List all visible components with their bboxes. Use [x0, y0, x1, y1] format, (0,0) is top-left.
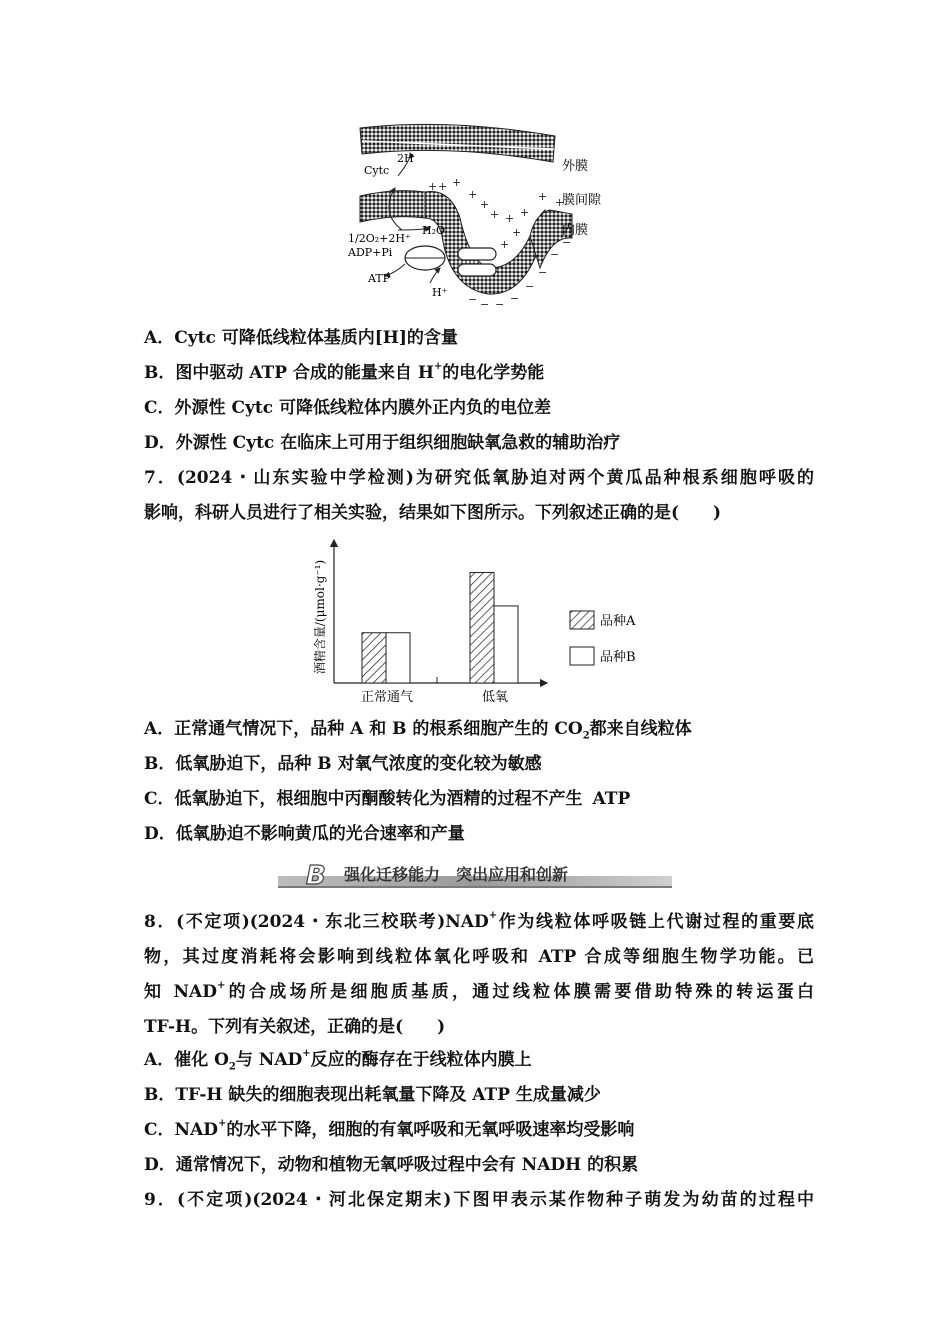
q7-option-c-text: C．低氧胁迫下，根细胞中丙酮酸转化为酒精的过程不产生 [144, 789, 583, 809]
q6-option-b-text-end: 的电化学势能 [442, 363, 545, 383]
q8-stem-line3-text-end: 的合成场所是细胞质基质，通过线粒体膜需要借助特殊的转运蛋白 [225, 982, 814, 1002]
label-adp-pi: ADP+Pi [348, 246, 393, 259]
q8-option-a-sup: + [302, 1048, 311, 1060]
q7-option-a-text: A．正常通气情况下，品种 A 和 B 的根系细胞产生的 CO [144, 719, 583, 739]
q8-stem-line3 [144, 980, 814, 1004]
q6-option-a: A．Cytc 可降低线粒体基质内[H]的含量 [144, 328, 458, 348]
category-label-hypoxia: 低氧 [481, 690, 509, 705]
label-inner-membrane: 内膜 [562, 223, 589, 238]
svg-text:+: + [468, 188, 478, 201]
outer-membrane [360, 124, 555, 162]
q8-stem-line1 [144, 910, 814, 934]
q8-stem-line4: TF-H。下列有关叙述，正确的是( ) [144, 1017, 446, 1037]
legend-label-a: 品种A [600, 614, 636, 629]
q7-stem-line2: 影响，科研人员进行了相关实验，结果如下图所示。下列叙述正确的是( ) [144, 503, 722, 523]
q8-option-a-text-end: 反应的酶存在于线粒体内膜上 [310, 1050, 532, 1070]
label-h2o: H₂O [422, 224, 446, 237]
svg-text:−: − [468, 293, 478, 306]
q7-option-a [144, 717, 814, 741]
svg-text:−: − [525, 280, 535, 293]
label-cytc: Cytc [364, 164, 390, 177]
legend-swatch-a [570, 611, 594, 629]
mitochondria-membrane-diagram [340, 118, 630, 318]
q9-stem-line1: 9．(不定项)(2024・河北保定期末)下图甲表示某作物种子萌发为幼苗的过程中 [144, 1190, 814, 1210]
svg-text:−: − [538, 266, 548, 279]
q8-option-c-text-end: 的水平下降，细胞的有氧呼吸和无氧呼吸速率均受影响 [226, 1120, 635, 1140]
label-h-plus: H⁺ [432, 286, 448, 299]
q8-stem-line1-sup: + [488, 910, 498, 922]
legend-label-b: 品种B [600, 650, 636, 665]
q8-stem-line1-text: 8．(不定项)(2024・东北三校联考)NAD [144, 912, 489, 932]
q8-option-d: D．通常情况下，动物和植物无氧呼吸过程中会有 NADH 的积累 [144, 1155, 639, 1175]
q7-option-b: B．低氧胁迫下，品种 B 对氧气浓度的变化较为敏感 [144, 754, 542, 774]
bars-group [362, 572, 518, 683]
q8-option-a-text: A．催化 O [144, 1050, 229, 1070]
y-axis-label: 酒精含量/(μmol·g⁻¹) [313, 559, 327, 675]
proton-arrow [430, 268, 440, 283]
q8-option-a-sub: 2 [228, 1061, 236, 1073]
svg-text:−: − [495, 298, 505, 311]
q7-option-a-sub: 2 [582, 730, 590, 742]
q7-option-d: D．低氧胁迫不影响黄瓜的光合速率和产量 [144, 824, 465, 844]
inner-membrane-left [360, 191, 425, 222]
label-outer-membrane: 外膜 [562, 159, 589, 174]
svg-text:+: + [490, 208, 500, 221]
q8-stem-line3-text: 知 NAD [144, 982, 217, 1002]
svg-text:−: − [550, 248, 560, 261]
q8-option-a-text-mid: 与 NAD [235, 1050, 303, 1070]
label-half-o2: 1/2O₂+2H⁺ [348, 232, 411, 245]
svg-text:−: − [480, 298, 490, 311]
q8-option-c [144, 1118, 814, 1142]
q7-option-c-text-end: ATP [592, 789, 631, 809]
category-label-normal: 正常通气 [360, 690, 414, 705]
q6-option-b-sup: + [433, 361, 443, 373]
section-title: 强化迁移能力 突出应用和创新 [344, 865, 569, 884]
bar-variety-b-hypoxia [494, 606, 518, 683]
section-letter-b: B [306, 861, 326, 890]
label-atp: ATP [368, 272, 391, 285]
bar-variety-a-hypoxia [470, 572, 494, 683]
q8-stem-line3-sup: + [216, 980, 226, 992]
q6-option-c: C．外源性 Cytc 可降低线粒体内膜外正内负的电位差 [144, 398, 551, 418]
svg-text:+: + [555, 196, 565, 209]
svg-text:+: + [538, 190, 548, 203]
q8-option-c-sup: + [218, 1118, 227, 1130]
q7-option-c [144, 787, 814, 811]
svg-text:+: + [428, 180, 438, 193]
q7-stem-line1: 7．(2024・山东实验中学检测)为研究低氧胁迫对两个黄瓜品种根系细胞呼吸的 [144, 468, 814, 488]
svg-text:+: + [480, 198, 490, 211]
svg-text:−: − [562, 236, 572, 249]
q8-option-b: B．TF-H 缺失的细胞表现出耗氧量下降及 ATP 生成量减少 [144, 1085, 601, 1105]
svg-text:+: + [520, 206, 530, 219]
q8-stem-line2: 物，其过度消耗将会影响到线粒体氧化呼吸和 ATP 合成等细胞生物学功能。已 [144, 947, 814, 967]
svg-text:−: − [510, 292, 520, 305]
q8-stem-line1-text-end: 作为线粒体呼吸链上代谢过程的重要底 [497, 912, 815, 932]
bar-variety-a-normal [362, 633, 386, 683]
q8-option-c-text: C．NAD [144, 1120, 219, 1140]
q6-option-b [144, 361, 814, 385]
q7-option-a-text-end: 都来自线粒体 [589, 719, 692, 739]
q6-option-b-text: B．图中驱动 ATP 合成的能量来自 H [144, 363, 434, 383]
svg-text:+: + [505, 212, 515, 225]
section-banner [278, 858, 672, 890]
legend-swatch-b [570, 647, 594, 665]
svg-text:+: + [512, 226, 522, 239]
label-2h: 2H [397, 152, 414, 165]
alcohol-content-bar-chart [300, 535, 660, 710]
label-intermembrane-space: 膜间隙 [562, 193, 602, 208]
q6-option-d: D．外源性 Cytc 在临床上可用于组织细胞缺氧急救的辅助治疗 [144, 433, 621, 453]
bar-variety-b-normal [386, 633, 410, 683]
channel-protein [458, 248, 496, 260]
q8-option-a [144, 1048, 814, 1072]
svg-text:+: + [500, 238, 510, 251]
svg-text:+: + [452, 176, 462, 189]
svg-text:+: + [438, 180, 448, 193]
